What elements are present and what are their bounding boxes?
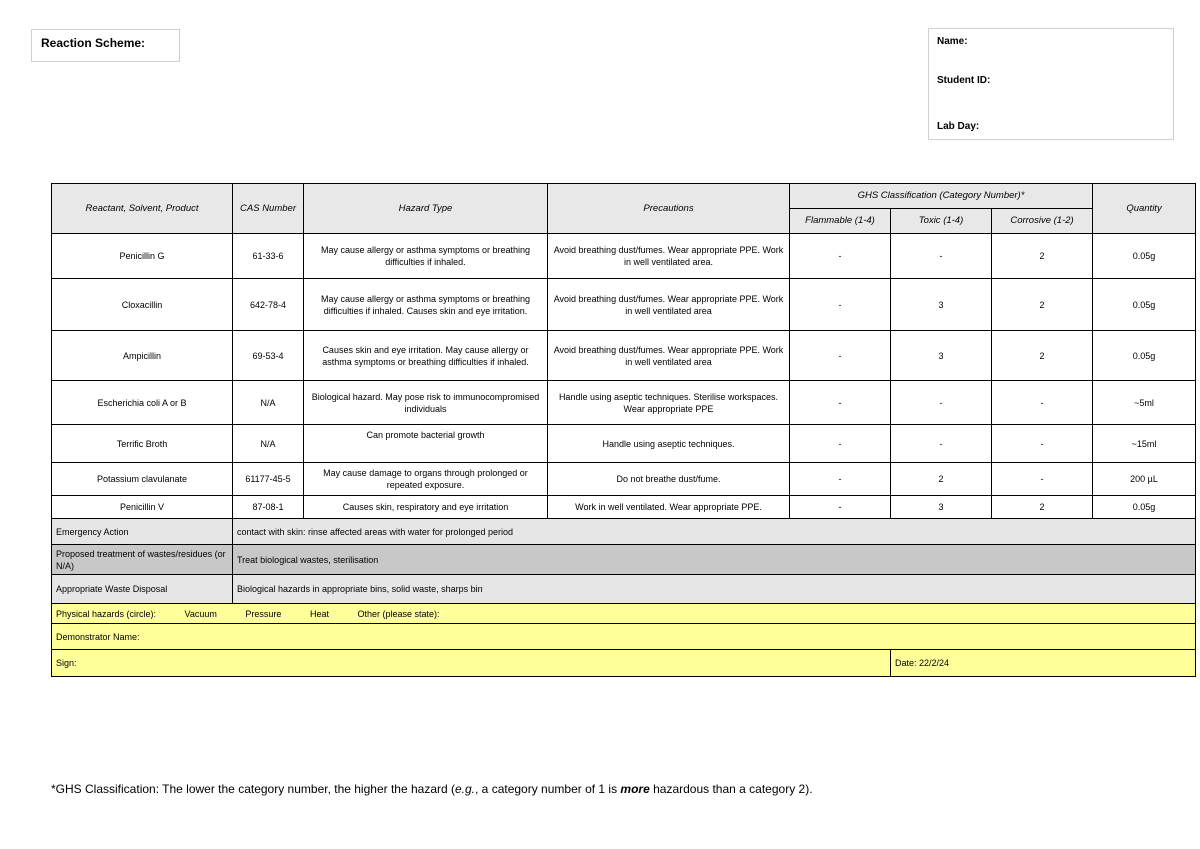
footnote-eg: e.g. bbox=[455, 782, 476, 796]
cell-cas[interactable]: 61177-45-5 bbox=[233, 463, 304, 496]
cell-hazard[interactable]: Causes skin and eye irritation. May cause allergy or asthma symptoms or breathing difficulties if inhaled. bbox=[304, 331, 548, 381]
emergency-label: Emergency Action bbox=[52, 519, 233, 545]
cell-name[interactable]: Ampicillin bbox=[52, 331, 233, 381]
waste-row bbox=[52, 575, 1196, 604]
option-pressure[interactable]: Pressure bbox=[245, 608, 282, 619]
cell-flammable[interactable]: - bbox=[790, 279, 891, 331]
cell-precautions[interactable]: Avoid breathing dust/fumes. Wear appropriate PPE. Work in well ventilated area bbox=[548, 279, 790, 331]
sign-row bbox=[52, 650, 1196, 677]
cell-corrosive[interactable]: 2 bbox=[992, 496, 1093, 519]
footnote-more: more bbox=[620, 782, 650, 796]
reaction-scheme-box[interactable] bbox=[31, 29, 180, 62]
cell-hazard[interactable]: May cause damage to organs through prolonged or repeated exposure. bbox=[304, 463, 548, 496]
cell-corrosive[interactable]: - bbox=[992, 463, 1093, 496]
cell-hazard[interactable]: Can promote bacterial growth bbox=[304, 425, 548, 463]
demonstrator-name-field[interactable]: Demonstrator Name: bbox=[52, 624, 1196, 650]
header-toxic: Toxic (1-4) bbox=[891, 209, 992, 234]
treatment-label: Proposed treatment of wastes/residues (or N/A) bbox=[52, 545, 233, 575]
table-row bbox=[52, 425, 1196, 463]
cell-quantity[interactable]: 0.05g bbox=[1093, 331, 1196, 381]
emergency-row bbox=[52, 519, 1196, 545]
cell-quantity[interactable]: 200 µL bbox=[1093, 463, 1196, 496]
cell-quantity[interactable]: 0.05g bbox=[1093, 496, 1196, 519]
name-label: Name: bbox=[937, 36, 968, 47]
cell-flammable[interactable]: - bbox=[790, 496, 891, 519]
cell-toxic[interactable]: 3 bbox=[891, 331, 992, 381]
cell-name[interactable]: Escherichia coli A or B bbox=[52, 381, 233, 425]
option-other[interactable]: Other (please state): bbox=[357, 608, 440, 619]
cell-cas[interactable]: 642-78-4 bbox=[233, 279, 304, 331]
cell-cas[interactable]: 87-08-1 bbox=[233, 496, 304, 519]
cell-precautions[interactable]: Avoid breathing dust/fumes. Wear appropriate PPE. Work in well ventilated area bbox=[548, 331, 790, 381]
cell-quantity[interactable]: ~15ml bbox=[1093, 425, 1196, 463]
cell-cas[interactable]: N/A bbox=[233, 381, 304, 425]
footnote-mid: , a category number of 1 is bbox=[475, 782, 621, 796]
cell-precautions[interactable]: Handle using aseptic techniques. Sterilise workspaces. Wear appropriate PPE bbox=[548, 381, 790, 425]
treatment-value[interactable]: Treat biological wastes, sterilisation bbox=[233, 545, 1196, 575]
cell-precautions[interactable]: Work in well ventilated. Wear appropriate PPE. bbox=[548, 496, 790, 519]
emergency-value[interactable]: contact with skin: rinse affected areas with water for prolonged period bbox=[233, 519, 1196, 545]
footnote-prefix: *GHS Classification: The lower the category number, the higher the hazard ( bbox=[51, 782, 455, 796]
cell-corrosive[interactable]: 2 bbox=[992, 331, 1093, 381]
table-row bbox=[52, 234, 1196, 279]
cell-toxic[interactable]: 2 bbox=[891, 463, 992, 496]
header-precautions: Precautions bbox=[548, 184, 790, 234]
cell-flammable[interactable]: - bbox=[790, 331, 891, 381]
cell-name[interactable]: Penicillin G bbox=[52, 234, 233, 279]
cell-name[interactable]: Terrific Broth bbox=[52, 425, 233, 463]
cell-hazard[interactable]: May cause allergy or asthma symptoms or breathing difficulties if inhaled. Causes skin and eye irritation. bbox=[304, 279, 548, 331]
cell-toxic[interactable]: 3 bbox=[891, 496, 992, 519]
hazard-table bbox=[51, 183, 1196, 677]
option-vacuum[interactable]: Vacuum bbox=[184, 608, 217, 619]
cell-corrosive[interactable]: - bbox=[992, 425, 1093, 463]
cell-flammable[interactable]: - bbox=[790, 381, 891, 425]
table-row bbox=[52, 331, 1196, 381]
physical-hazards-row bbox=[52, 604, 1196, 624]
lab-day-label: Lab Day: bbox=[937, 121, 980, 132]
header-quantity: Quantity bbox=[1093, 184, 1196, 234]
header-cas: CAS Number bbox=[233, 184, 304, 234]
physical-hazards-cell bbox=[52, 604, 1196, 624]
waste-label: Appropriate Waste Disposal bbox=[52, 575, 233, 604]
cell-cas[interactable]: 69-53-4 bbox=[233, 331, 304, 381]
header-reactant: Reactant, Solvent, Product bbox=[52, 184, 233, 234]
student-info-box bbox=[928, 28, 1174, 140]
cell-hazard[interactable]: Biological hazard. May pose risk to immunocompromised individuals bbox=[304, 381, 548, 425]
cell-name[interactable]: Cloxacillin bbox=[52, 279, 233, 331]
ghs-footnote bbox=[51, 782, 813, 796]
footnote-suffix: hazardous than a category 2). bbox=[649, 782, 813, 796]
table-row bbox=[52, 463, 1196, 496]
cell-quantity[interactable]: 0.05g bbox=[1093, 234, 1196, 279]
treatment-row bbox=[52, 545, 1196, 575]
sign-field[interactable]: Sign: bbox=[52, 650, 891, 677]
cell-corrosive[interactable]: - bbox=[992, 381, 1093, 425]
header-hazard: Hazard Type bbox=[304, 184, 548, 234]
cell-toxic[interactable]: - bbox=[891, 234, 992, 279]
cell-precautions[interactable]: Do not breathe dust/fume. bbox=[548, 463, 790, 496]
cell-toxic[interactable]: 3 bbox=[891, 279, 992, 331]
cell-quantity[interactable]: 0.05g bbox=[1093, 279, 1196, 331]
student-id-label: Student ID: bbox=[937, 75, 991, 86]
cell-corrosive[interactable]: 2 bbox=[992, 279, 1093, 331]
table-row bbox=[52, 381, 1196, 425]
cell-hazard[interactable]: May cause allergy or asthma symptoms or breathing difficulties if inhaled. bbox=[304, 234, 548, 279]
physical-hazards-label: Physical hazards (circle): bbox=[56, 608, 157, 619]
cell-precautions[interactable]: Handle using aseptic techniques. bbox=[548, 425, 790, 463]
demonstrator-row bbox=[52, 624, 1196, 650]
cell-precautions[interactable]: Avoid breathing dust/fumes. Wear appropriate PPE. Work in well ventilated area. bbox=[548, 234, 790, 279]
header-ghs: GHS Classification (Category Number)* bbox=[790, 184, 1093, 209]
reaction-scheme-label: Reaction Scheme: bbox=[41, 36, 146, 50]
cell-flammable[interactable]: - bbox=[790, 234, 891, 279]
waste-value[interactable]: Biological hazards in appropriate bins, solid waste, sharps bin bbox=[233, 575, 1196, 604]
table-row bbox=[52, 496, 1196, 519]
option-heat[interactable]: Heat bbox=[309, 608, 329, 619]
cell-quantity[interactable]: ~5ml bbox=[1093, 381, 1196, 425]
cell-flammable[interactable]: - bbox=[790, 463, 891, 496]
header-corrosive: Corrosive (1-2) bbox=[992, 209, 1093, 234]
cell-cas[interactable]: N/A bbox=[233, 425, 304, 463]
cell-toxic[interactable]: - bbox=[891, 381, 992, 425]
table-row bbox=[52, 279, 1196, 331]
cell-flammable[interactable]: - bbox=[790, 425, 891, 463]
cell-toxic[interactable]: - bbox=[891, 425, 992, 463]
cell-corrosive[interactable]: 2 bbox=[992, 234, 1093, 279]
cell-cas[interactable]: 61-33-6 bbox=[233, 234, 304, 279]
cell-hazard[interactable]: Causes skin, respiratory and eye irritation bbox=[304, 496, 548, 519]
date-field[interactable]: Date: 22/2/24 bbox=[891, 650, 1196, 677]
header-flammable: Flammable (1-4) bbox=[790, 209, 891, 234]
cell-name[interactable]: Potassium clavulanate bbox=[52, 463, 233, 496]
cell-name[interactable]: Penicillin V bbox=[52, 496, 233, 519]
